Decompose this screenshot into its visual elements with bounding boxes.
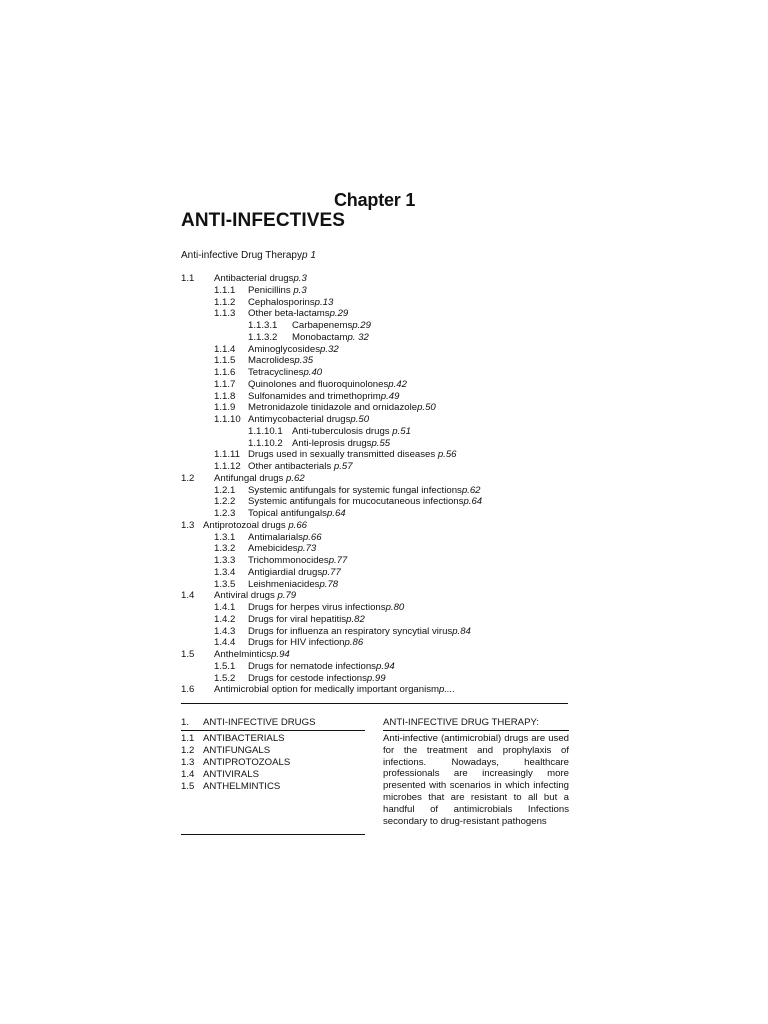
summary-heading	[181, 716, 365, 731]
toc-entry-number: 1.1.1	[214, 284, 236, 296]
toc-entry-title	[214, 273, 307, 285]
toc-entry-page-ref: p.29	[329, 308, 349, 320]
toc-entry-title	[248, 414, 369, 426]
toc-entry-label: Anti-tuberculosis drugs	[292, 425, 393, 437]
toc-entry-title	[248, 496, 482, 508]
toc-entry	[181, 579, 571, 591]
toc-entry-label: Trichommonocides	[248, 555, 329, 566]
intro-line	[181, 250, 316, 261]
toc-entry-title	[292, 438, 390, 450]
toc-entry-page-ref: p.64	[326, 508, 346, 519]
summary-item	[181, 745, 365, 757]
summary-box	[181, 716, 365, 793]
summary-item-label: ANTHELMINTICS	[203, 781, 281, 792]
toc-entry-page-ref: p.62	[286, 472, 305, 484]
toc-entry-label: Macrolides	[248, 355, 295, 367]
toc-entry	[181, 567, 571, 579]
toc-entry-label: Penicillins	[248, 284, 294, 296]
toc-entry	[181, 414, 571, 426]
toc-entry	[181, 367, 571, 379]
toc-entry-number: 1.4.3	[214, 625, 236, 637]
toc-entry-number: 1.1.2	[214, 296, 236, 308]
table-of-contents	[181, 273, 571, 696]
summary-item-label: ANTIVIRALS	[203, 769, 259, 780]
toc-entry-number: 1.3.2	[214, 543, 236, 555]
toc-entry-number: 1.1.10.2	[248, 437, 283, 449]
toc-entry-label: Systemic antifungals for systemic fungal infections	[248, 484, 462, 496]
summary-item	[181, 769, 365, 781]
toc-entry-title	[248, 543, 316, 555]
toc-entry-page-ref: p.77	[328, 555, 348, 566]
toc-entry-number: 1.1.7	[214, 378, 236, 390]
toc-entry	[181, 473, 571, 485]
toc-entry-title	[214, 649, 290, 661]
toc-entry-title	[248, 344, 339, 356]
toc-entry-label: Anthelmintics	[214, 649, 272, 660]
toc-entry	[181, 308, 571, 320]
toc-entry-title	[248, 391, 399, 403]
summary-item-label: ANTIBACTERIALS	[203, 733, 285, 744]
summary-item	[181, 757, 365, 769]
toc-entry-page-ref: p.50	[350, 414, 370, 425]
toc-entry-label: Antimalarials	[248, 531, 303, 543]
toc-entry	[181, 649, 571, 661]
toc-entry-label: Quinolones and fluoroquinolones	[248, 378, 389, 390]
toc-entry-label: Leishmeniacides	[248, 578, 320, 590]
toc-entry	[181, 320, 571, 332]
toc-entry-label: Cephalosporins	[248, 296, 315, 308]
toc-entry-page-ref: p.50	[417, 402, 436, 414]
toc-entry	[181, 285, 571, 297]
toc-entry-page-ref: p. 32	[347, 331, 369, 343]
toc-entry-page-ref: p.32	[320, 343, 339, 355]
toc-entry-number: 1.5	[181, 649, 195, 660]
summary-item	[181, 781, 365, 793]
toc-entry	[181, 379, 571, 391]
toc-entry-page-ref: p.94	[375, 660, 395, 672]
toc-entry-page-ref: p.80	[385, 602, 405, 613]
toc-entry-title	[248, 485, 481, 497]
toc-entry-title	[203, 520, 307, 532]
toc-entry	[181, 590, 571, 602]
summary-item-number: 1.3	[181, 757, 195, 768]
toc-entry	[181, 332, 571, 344]
toc-entry-title	[248, 579, 338, 591]
toc-entry-title	[248, 297, 333, 309]
toc-entry-title	[248, 673, 386, 685]
toc-entry-title	[292, 332, 369, 344]
toc-entry-page-ref: p.84	[452, 625, 471, 637]
intro-page-ref: p 1	[301, 250, 316, 261]
summary-item-number: 1.5	[181, 781, 195, 792]
toc-entry	[181, 602, 571, 614]
toc-entry-number: 1.4.4	[214, 637, 236, 649]
toc-entry-page-ref: p.42	[388, 378, 407, 390]
toc-entry-number: 1.1.6	[214, 367, 236, 378]
toc-entry-page-ref: p.77	[322, 566, 341, 578]
summary-item-label: ANTIFUNGALS	[203, 745, 271, 756]
toc-entry-title	[248, 379, 407, 391]
toc-entry-title	[248, 367, 322, 379]
toc-entry	[181, 637, 571, 649]
toc-entry-number: 1.5.2	[214, 672, 236, 684]
therapy-heading: ANTI-INFECTIVE DRUG THERAPY:	[383, 716, 569, 731]
summary-item-number: 1.1	[181, 733, 195, 744]
toc-entry-page-ref: p.35	[294, 355, 314, 367]
summary-heading-text: ANTI-INFECTIVE DRUGS	[203, 717, 316, 728]
toc-entry-label: Antifungal drugs	[214, 472, 286, 484]
toc-entry-page-ref: p.3	[293, 273, 307, 284]
toc-entry-page-ref: p.66	[302, 531, 322, 543]
toc-entry-number: 1.2	[181, 472, 195, 484]
toc-entry	[181, 449, 571, 461]
toc-entry-number: 1.2.1	[214, 484, 236, 496]
toc-entry	[181, 297, 571, 309]
toc-entry-number: 1.3.4	[214, 566, 236, 578]
toc-entry-label: Tetracyclines	[248, 367, 304, 378]
toc-entry-page-ref: p.56	[437, 449, 457, 461]
toc-entry-label: Systemic antifungals for mucocutaneous infections	[248, 496, 464, 508]
toc-entry-page-ref: p.57	[333, 461, 353, 472]
toc-entry	[181, 684, 571, 696]
summary-bottom-rule	[181, 834, 365, 835]
toc-entry-title	[248, 461, 353, 473]
toc-entry	[181, 661, 571, 673]
toc-entry	[181, 485, 571, 497]
toc-entry-page-ref: p.94	[271, 649, 290, 660]
toc-entry-page-ref: p.40	[303, 367, 323, 378]
toc-entry-title	[248, 661, 395, 673]
toc-entry-title	[248, 449, 457, 461]
toc-entry-number: 1.2.2	[214, 496, 236, 508]
toc-entry	[181, 508, 571, 520]
toc-entry-label: Other antibacterials	[248, 461, 334, 472]
toc-entry-number: 1.1.3.1	[248, 320, 278, 331]
toc-entry-label: Antimycobacterial drugs	[248, 414, 351, 425]
toc-entry-title	[292, 320, 371, 332]
intro-text: Anti-infective Drug Therapy	[181, 250, 302, 261]
toc-entry-page-ref: p.51	[392, 425, 411, 437]
toc-entry	[181, 555, 571, 567]
toc-entry-title	[248, 614, 365, 626]
toc-entry-number: 1.3	[181, 519, 195, 531]
toc-entry-label: Anti-leprosis drugs	[292, 437, 372, 449]
toc-entry-page-ref: p.55	[371, 437, 391, 449]
toc-entry-label: Antiprotozoal drugs	[203, 519, 289, 531]
summary-item-number: 1.4	[181, 769, 195, 780]
toc-entry-title	[248, 602, 404, 614]
therapy-box	[383, 716, 569, 827]
toc-entry-number: 1.3.3	[214, 555, 236, 566]
toc-entry-title	[248, 308, 348, 320]
summary-item	[181, 733, 365, 745]
toc-entry-label: Drugs for HIV infection	[248, 637, 345, 649]
toc-entry-title	[248, 555, 347, 567]
toc-entry-label: Aminoglycosides	[248, 343, 320, 355]
therapy-body: Anti-infective (antimicrobial) drugs are used for the treatment and prophylaxis of infections. Nowadays, healthcare professionals are increasingly more presented with scenarios in which infecting microbes that are resistant to all but a handful of antimicrobials Infections secondary to drug-resistant pathogens	[383, 733, 569, 827]
toc-entry-number: 1.1.12	[214, 461, 241, 472]
toc-entry-number: 1.1.11	[214, 449, 240, 461]
toc-entry-page-ref: p.49	[380, 390, 400, 402]
summary-item-label: ANTIPROTOZOALS	[203, 757, 291, 768]
toc-entry-page-ref: p.66	[288, 519, 308, 531]
toc-entry-number: 1.4.2	[214, 613, 236, 625]
toc-entry-page-ref: p.73	[297, 543, 317, 555]
toc-entry-number: 1.2.3	[214, 508, 236, 519]
toc-entry	[181, 461, 571, 473]
toc-entry	[181, 496, 571, 508]
toc-entry	[181, 273, 571, 285]
toc-entry	[181, 520, 571, 532]
toc-entry-number: 1.1.8	[214, 390, 236, 402]
toc-entry-page-ref: p....	[439, 684, 456, 696]
toc-entry-number: 1.3.5	[214, 578, 236, 590]
toc-entry-label: Other beta-lactams	[248, 308, 330, 320]
toc-entry-title	[248, 355, 313, 367]
toc-entry	[181, 344, 571, 356]
toc-entry-title	[248, 285, 307, 297]
toc-entry-page-ref: p.62	[461, 484, 481, 496]
toc-entry-title	[248, 567, 341, 579]
toc-entry-number: 1.1.5	[214, 355, 236, 367]
toc-entry-number: 1.1.4	[214, 343, 236, 355]
toc-entry-page-ref: p.29	[352, 320, 371, 331]
summary-heading-num: 1.	[181, 717, 190, 728]
toc-entry-page-ref: p.82	[346, 613, 365, 625]
toc-entry-label: Drugs for herpes virus infections	[248, 602, 386, 613]
toc-entry-label: Antiviral drugs	[214, 590, 278, 602]
toc-entry-label: Carbapenems	[292, 320, 353, 331]
toc-entry-label: Metronidazole tinidazole and ornidazole	[248, 402, 418, 414]
toc-entry-number: 1.1.10	[214, 414, 241, 425]
toc-entry-title	[214, 473, 305, 485]
toc-entry-page-ref: p.3	[293, 284, 307, 296]
toc-entry-label: Drugs for influenza an respiratory syncytial virus	[248, 625, 453, 637]
toc-entry-number: 1.5.1	[214, 660, 236, 672]
toc-entry-label: Drugs for viral hepatitis	[248, 613, 347, 625]
toc-entry-title	[248, 532, 322, 544]
toc-entry	[181, 438, 571, 450]
toc-entry-page-ref: p.78	[319, 578, 339, 590]
toc-entry-number: 1.1.9	[214, 402, 236, 414]
toc-entry	[181, 614, 571, 626]
toc-entry-title	[248, 626, 471, 638]
toc-entry-label: Antibacterial drugs	[214, 273, 294, 284]
toc-entry-label: Monobactam	[292, 331, 348, 343]
toc-entry-label: Drugs for nematode infections	[248, 660, 376, 672]
toc-entry-label: Sulfonamides and trimethoprim	[248, 390, 381, 402]
toc-entry-number: 1.1.3.2	[248, 331, 278, 343]
toc-entry-page-ref: p.64	[463, 496, 483, 508]
toc-entry-page-ref: p.86	[344, 637, 364, 649]
chapter-label: Chapter 1	[334, 190, 416, 210]
toc-entry-page-ref: p.99	[366, 672, 386, 684]
toc-entry-label: Amebicides	[248, 543, 298, 555]
toc-entry-title	[248, 402, 436, 414]
toc-entry-label: Antigiardial drugs	[248, 566, 323, 578]
toc-entry	[181, 355, 571, 367]
toc-entry-title	[248, 508, 346, 520]
toc-entry	[181, 532, 571, 544]
toc-entry	[181, 391, 571, 403]
toc-entry-label: Drugs for cestode infections	[248, 672, 367, 684]
toc-entry-number: 1.1	[181, 273, 195, 284]
toc-entry-title	[214, 590, 296, 602]
toc-entry-number: 1.1.10.1	[248, 425, 283, 437]
toc-entry-title	[292, 426, 411, 438]
toc-entry-title	[248, 637, 363, 649]
toc-divider	[181, 703, 568, 704]
toc-entry-number: 1.1.3	[214, 308, 236, 320]
toc-entry	[181, 402, 571, 414]
toc-entry-label: Topical antifungals	[248, 508, 327, 519]
toc-entry-number: 1.4.1	[214, 602, 236, 613]
toc-entry	[181, 543, 571, 555]
toc-entry	[181, 626, 571, 638]
summary-item-number: 1.2	[181, 745, 195, 756]
toc-entry-number: 1.4	[181, 590, 195, 602]
toc-entry-page-ref: p.79	[277, 590, 297, 602]
toc-entry-number: 1.3.1	[214, 531, 236, 543]
toc-entry-label: Drugs used in sexually transmitted diseases	[248, 449, 438, 461]
toc-entry-title	[214, 684, 455, 696]
toc-entry	[181, 426, 571, 438]
toc-entry-page-ref: p.13	[314, 296, 334, 308]
toc-entry	[181, 673, 571, 685]
toc-entry-number: 1.6	[181, 684, 195, 696]
toc-entry-label: Antimicrobial option for medically important organism	[214, 684, 440, 696]
summary-list	[181, 733, 365, 793]
chapter-title: ANTI-INFECTIVES	[181, 210, 346, 231]
